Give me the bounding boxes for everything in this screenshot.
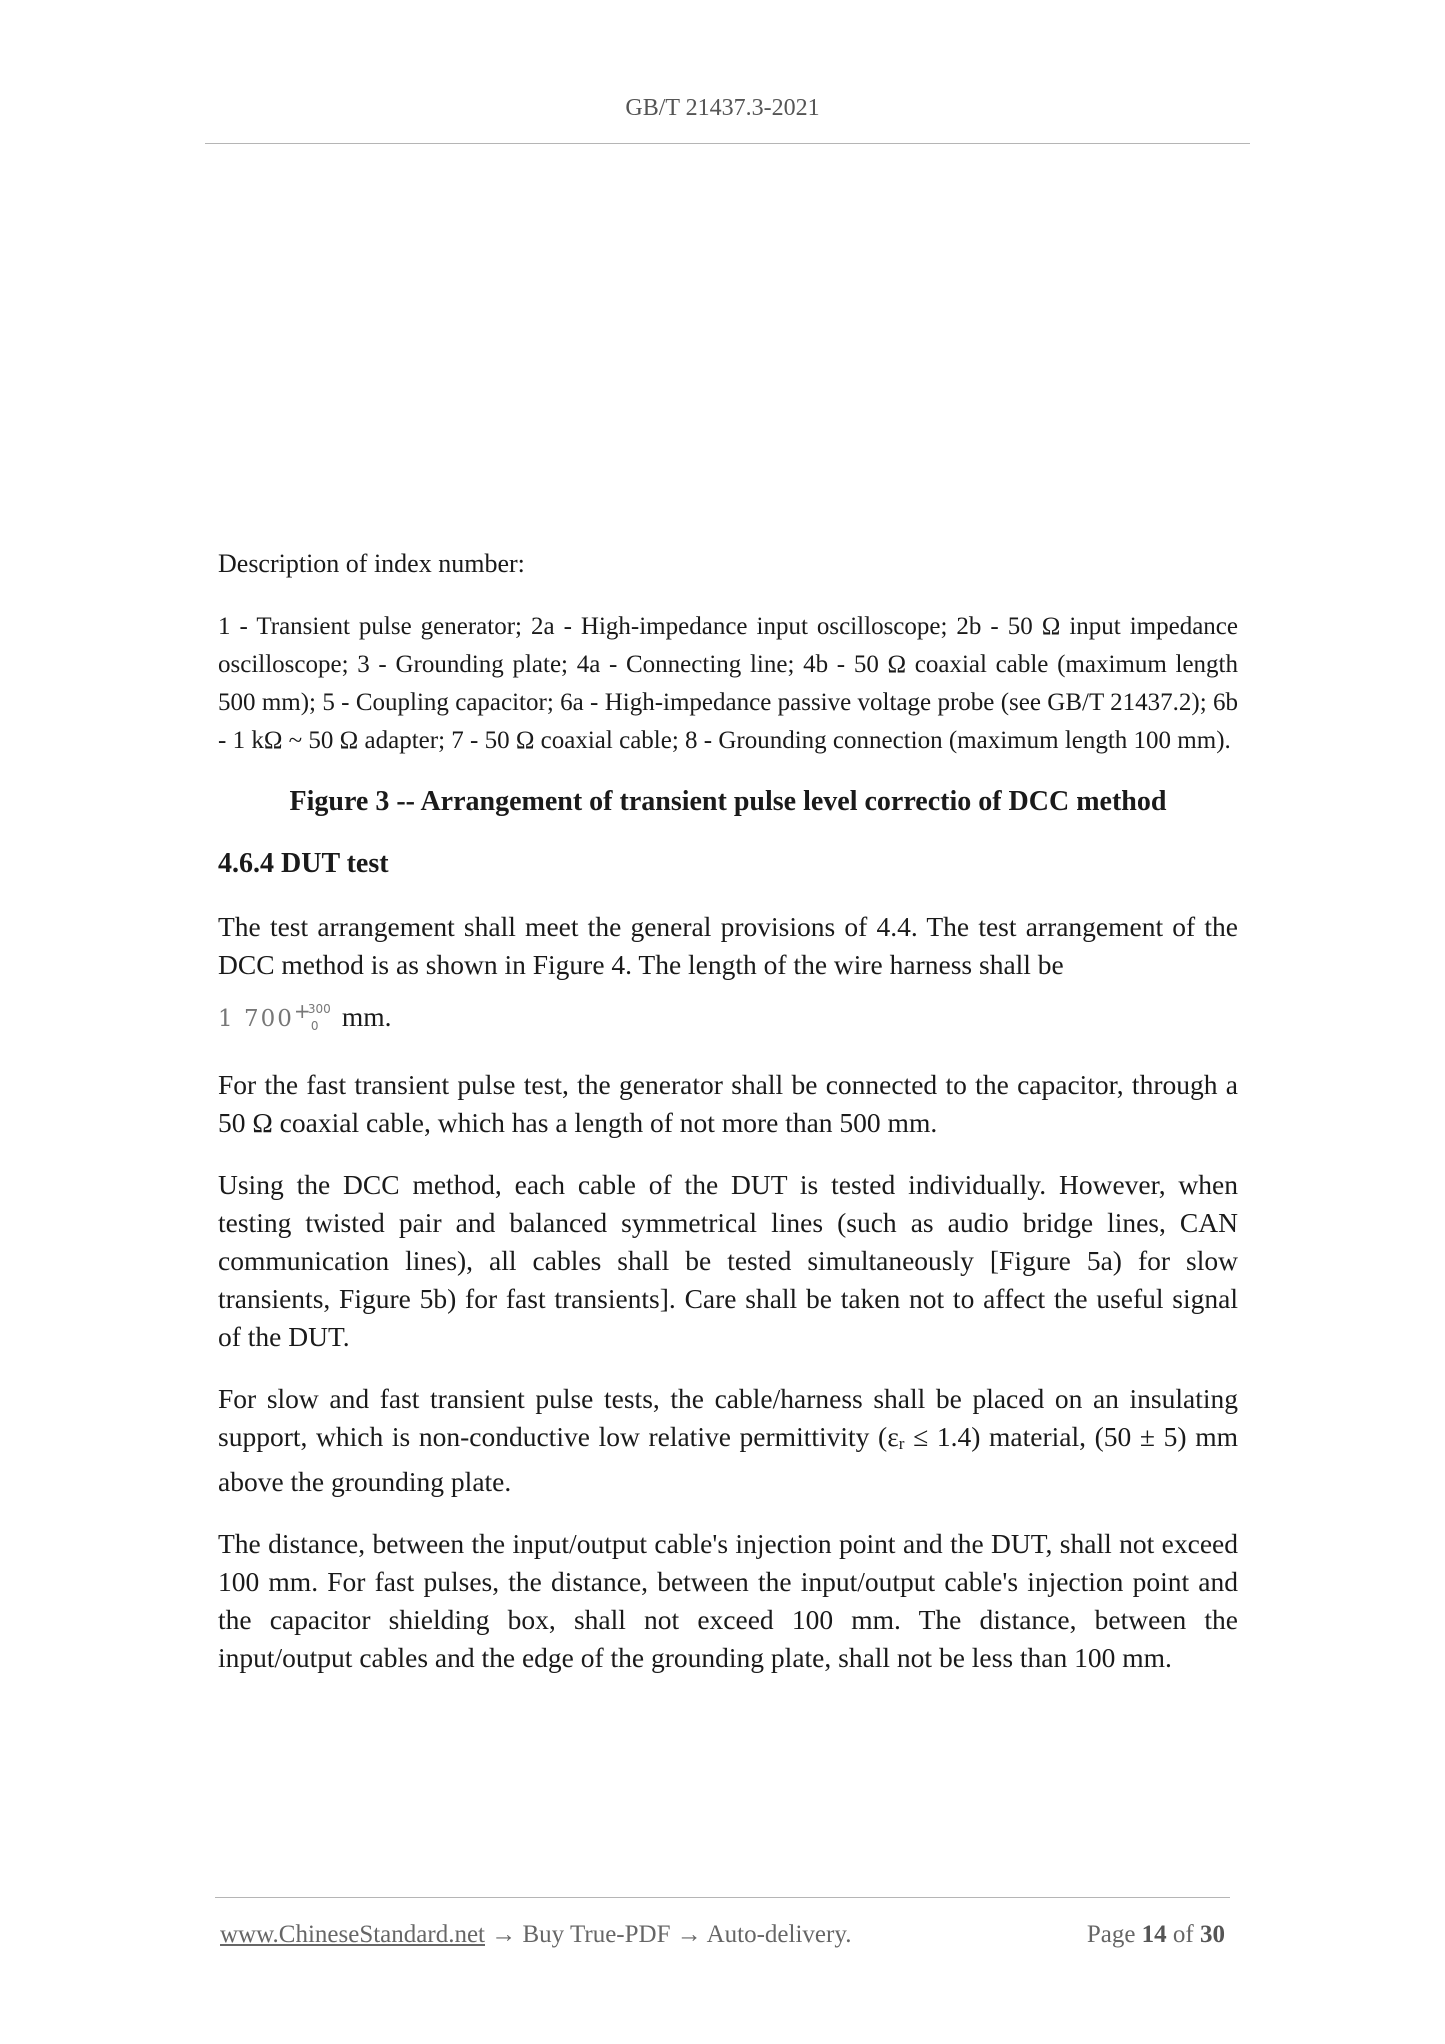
paragraph-insulating-support xyxy=(218,1380,1238,1501)
tolerance-unit: mm. xyxy=(341,1000,392,1032)
website-link[interactable]: www.ChineseStandard.net xyxy=(220,1921,485,1948)
total-pages: 30 xyxy=(1200,1921,1225,1948)
section-heading: 4.6.4 DUT test xyxy=(218,847,389,879)
arrow-right-icon: → xyxy=(491,1921,517,1948)
tolerance-limits xyxy=(293,998,336,1033)
document-header-title: GB/T 21437.3-2021 xyxy=(625,95,820,121)
figure-caption: Figure 3 -- Arrangement of transient pulse level correctio of DCC method xyxy=(289,785,1167,817)
arrow-right-icon: → xyxy=(676,1921,702,1948)
paragraph-injection-distance: The distance, between the input/output cable's injection point and the DUT, shall not exceed 100 mm. For fast pulses, the distance, between the input/output cable's injection point and the capacitor shielding box, shall not exceed 100 mm. The distance, between the input/output cables and the edge of the grounding plate, shall not be less than 100 mm. xyxy=(218,1527,1238,1673)
paragraph-dcc-method: Using the DCC method, each cable of the DUT is tested individually. However, when testing twisted pair and balanced symmetrical lines (such as audio bridge lines, CAN communication lines), all cables shall be tested simultaneously [Figure 5a) for slow transients, Figure 5b) for fast transients]. Care shall be taken not to affect the useful signal of the DUT. xyxy=(218,1168,1238,1352)
page-number xyxy=(1087,1921,1225,1949)
page-footer xyxy=(220,1921,1230,1949)
insulating-support-text-2: ≤ 1.4) material, (50 ± 5) mm above the grounding plate. xyxy=(218,1420,1238,1497)
page-content xyxy=(218,545,1238,1677)
insulating-support-text-1: For slow and fast transient pulse tests, the cable/harness shall be placed on an insulating support, which is non-conductive low relative permittivity (ε xyxy=(218,1382,1238,1452)
current-page: 14 xyxy=(1141,1921,1167,1948)
footer-buy-text: Buy True-PDF xyxy=(522,1921,671,1948)
tolerance-value: 1 700 xyxy=(218,1005,294,1032)
index-description-heading: Description of index number: xyxy=(218,549,525,578)
header-divider xyxy=(205,143,1250,144)
permittivity-subscript: r xyxy=(898,1433,905,1453)
paragraph-fast-transient: For the fast transient pulse test, the generator shall be connected to the capacitor, through a 50 Ω coaxial cable, which has a length of not more than 500 mm. xyxy=(218,1068,1238,1138)
footer-promo xyxy=(220,1921,851,1948)
tolerance-upper: 300 xyxy=(307,1001,331,1016)
paragraph-test-arrangement xyxy=(218,908,1238,1038)
page-label: Page xyxy=(1086,1921,1136,1948)
paragraph-test-arrangement-text: The test arrangement shall meet the general provisions of 4.4. The test arrangement of the DCC method is as shown in Figure 4. The length of the wire harness shall be xyxy=(218,910,1238,980)
footer-divider xyxy=(215,1897,1230,1898)
tolerance-lower: 0 xyxy=(310,1018,319,1033)
tolerance-plus-sign: + xyxy=(293,998,311,1023)
index-description-legend: 1 - Transient pulse generator; 2a - High-impedance input oscilloscope; 2b - 50 Ω input impedance oscilloscope; 3 - Grounding plate; 4a - Connecting line; 4b - 50 Ω coaxial cable (maximum length 500 mm); 5 - Coupling capacitor; 6a - High-impedance passive voltage probe (see GB/T 21437.2); 6b - 1 kΩ ~ 50 Ω adapter; 7 - 50 Ω coaxial cable; 8 - Grounding connection (maximum length 100 mm). xyxy=(218,612,1238,754)
harness-length-tolerance xyxy=(218,998,392,1038)
of-label: of xyxy=(1172,1921,1194,1948)
footer-delivery-text: Auto-delivery. xyxy=(706,1921,852,1948)
